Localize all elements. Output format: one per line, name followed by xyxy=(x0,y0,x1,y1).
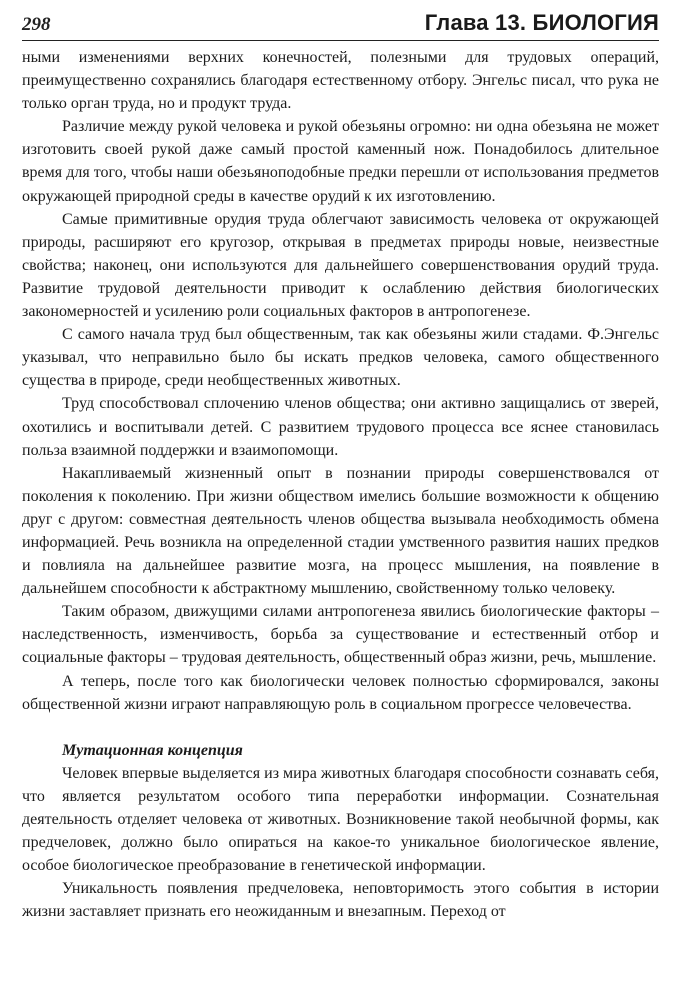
paragraph: Накапливаемый жизненный опыт в познании природы совершенствовался от поколения к поколению. При жизни обществом имелись большие возможности к общению друг с другом: совместная деятельность членов общества вызывала необходимость обмена информацией. Речь возникла на определенной стадии умственного развития наших предков и повлияла на дальнейшее развитие мозга, на процесс мышления, на появление в дальнейшем способности к абстрактному мышлению, свойственному только человеку. xyxy=(22,464,659,598)
chapter-title: Глава 13. БИОЛОГИЯ xyxy=(424,10,659,35)
paragraph: Человек впервые выделяется из мира животных благодаря способности сознавать себя, что является результатом особого типа переработки информации. Сознательная деятельность отделяет человека от животных. Возникновение такой необычной формы, как предчеловек, должно было опираться на какое-то уникальное биологическое явление, особое биологическое преобразование в генетической информации. xyxy=(22,764,659,875)
paragraph: С самого начала труд был общественным, так как обезьяны жили стадами. Ф.Энгельс указывал, что неправильно было бы искать предков человека, самого общественного существа в природе, среди необщественных животных. xyxy=(22,326,659,390)
paragraph-continued: ными изменениями верхних конечностей, полезными для трудовых операций, преимущественно сохранялись благодаря естественному отбору. Энгельс писал, что рука не только орган труда, но и продукт труда. xyxy=(22,49,659,113)
paragraph: Самые примитивные орудия труда облегчают зависимость человека от окружающей природы, расширяют его кругозор, открывая в предметах природы новые, неизвестные свойства; наконец, они используются для дальнейшего совершенствования орудий труда. Развитие трудовой деятельности приводит к ослаблению действия биологических закономерностей и усилению роли социальных факторов в антропогенезе. xyxy=(22,210,659,321)
page-header xyxy=(22,10,659,41)
paragraph: Уникальность появления предчеловека, неповторимость этого события в истории жизни заставляет признать его неожиданным и внезапным. Переход от xyxy=(22,880,659,921)
paragraph: Труд способствовал сплочению членов общества; они активно защищались от зверей, охотились и воспитывали детей. С развитием трудового процесса все яснее становилась польза взаимной поддержки и взаимопомощи. xyxy=(22,395,659,459)
page-number: 298 xyxy=(22,14,51,35)
paragraph: А теперь, после того как биологически человек полностью сформировался, законы общественной жизни играют направляющую роль в социальном прогрессе человечества. xyxy=(22,672,659,713)
paragraph: Таким образом, движущими силами антропогенеза явились биологические факторы – наследственность, изменчивость, борьба за существование и естественный отбор и социальные факторы – трудовая деятельность, общественный образ жизни, речь, мышление. xyxy=(22,603,659,667)
paragraph: Различие между рукой человека и рукой обезьяны огромно: ни одна обезьяна не может изготовить своей рукой даже самый простой каменный нож. Понадобилось длительное время для того, чтобы наши обезьяноподобные предки перешли от использования предметов окружающей природной среды в качестве орудий к их изготовлению. xyxy=(22,118,659,205)
body-text xyxy=(22,46,659,923)
section-heading: Мутационная концепция xyxy=(62,741,243,759)
